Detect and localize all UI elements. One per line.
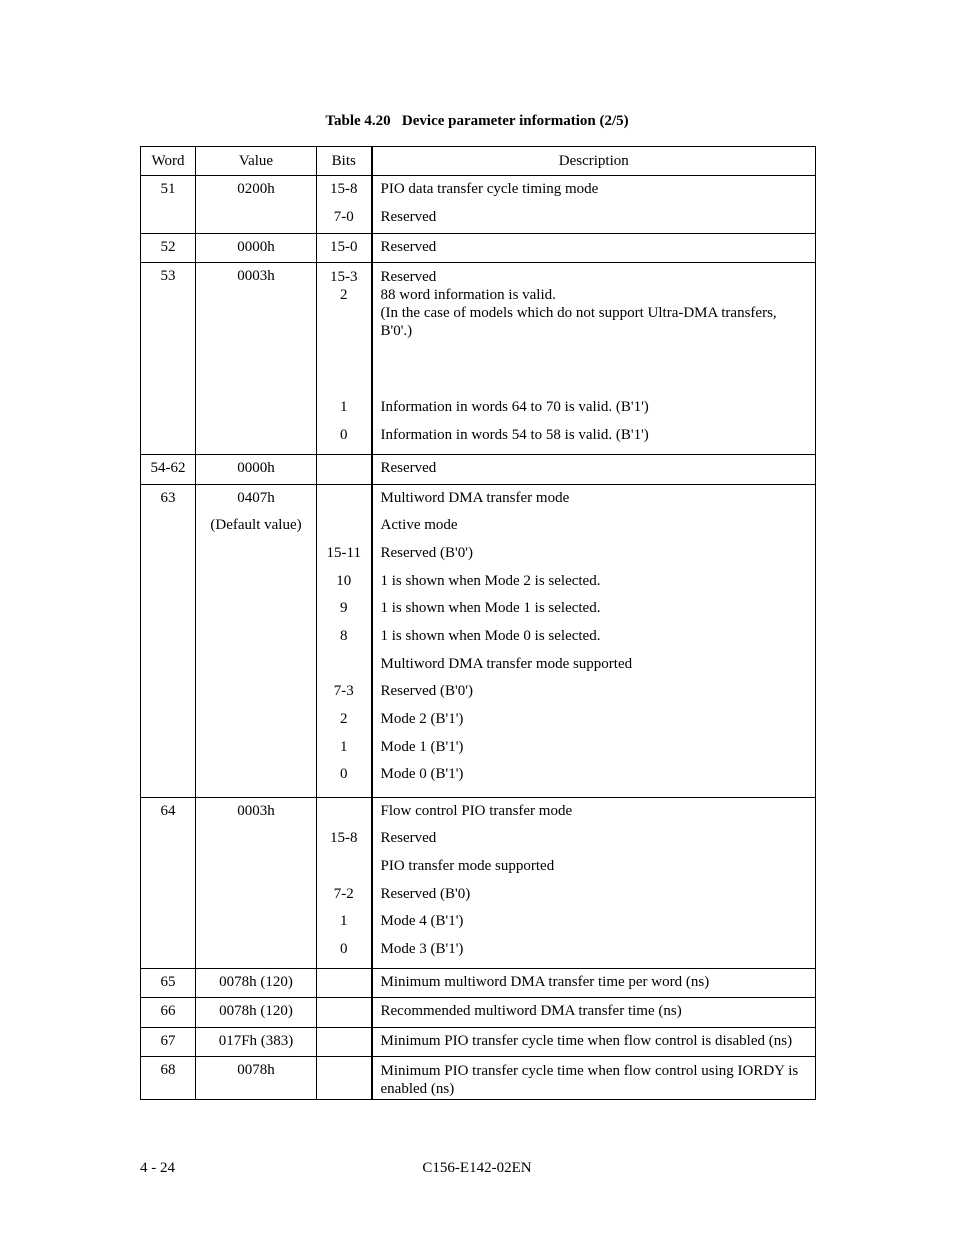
description-line: Reserved <box>380 238 437 255</box>
word-cell <box>141 1027 196 1056</box>
bits-value: 0 <box>340 426 348 443</box>
table-row <box>141 484 816 797</box>
parameter-value: 0078h (120) <box>219 1003 293 1020</box>
table-row <box>141 998 816 1027</box>
word-value: 54-62 <box>150 460 186 477</box>
description-cell <box>372 998 816 1027</box>
bits-value: 15-8 <box>330 181 358 197</box>
word-value: 65 <box>160 973 176 990</box>
description-cell <box>372 233 816 262</box>
header-value: Value <box>196 147 317 176</box>
bits-cell <box>317 998 372 1027</box>
bits-value <box>317 853 371 881</box>
description-cell <box>372 455 816 484</box>
description-line: Reserved (B'0') <box>380 544 473 561</box>
bits-cell <box>317 1027 372 1056</box>
word-value: 66 <box>160 1003 176 1020</box>
word-cell <box>141 484 196 797</box>
bits-cell <box>317 176 372 234</box>
parameter-value: 0000h <box>237 238 275 255</box>
bits-value: 0 <box>340 766 348 783</box>
value-cell <box>196 1056 317 1099</box>
word-cell <box>141 263 196 455</box>
description-cell <box>372 968 816 997</box>
value-cell <box>196 233 317 262</box>
value-cell <box>196 455 317 484</box>
bits-cell <box>317 263 372 455</box>
header-description: Description <box>372 147 816 176</box>
bits-value: 7-0 <box>333 208 354 225</box>
description-line: Reserved <box>380 460 437 477</box>
word-cell <box>141 455 196 484</box>
description-cell <box>372 797 816 968</box>
table-row <box>141 1027 816 1056</box>
bits-cell <box>317 968 372 997</box>
bits-value <box>317 798 371 826</box>
description-line: PIO data transfer cycle timing mode <box>380 181 599 197</box>
bits-value: 2 <box>340 711 348 727</box>
description-line: Reserved <box>380 208 437 225</box>
bits-value: 1 <box>340 738 348 755</box>
description-line: Reserved (B'0) <box>380 885 471 902</box>
description-cell <box>372 1027 816 1056</box>
description-cell <box>372 1056 816 1099</box>
table-row <box>141 233 816 262</box>
value-note: (Default value) <box>210 517 302 534</box>
parameter-value: 0078h (120) <box>219 973 293 990</box>
parameter-value: 0003h <box>237 802 275 819</box>
description-line: Mode 1 (B'1') <box>380 738 464 755</box>
parameter-value: 0078h <box>237 1061 275 1078</box>
bits-value: 7-2 <box>333 885 354 902</box>
bits-value: 1 <box>340 399 348 416</box>
parameter-value: 017Fh (383) <box>218 1032 294 1049</box>
description-line: Reserved (B'0') <box>380 683 473 700</box>
description-line: 1 is shown when Mode 1 is selected. <box>380 600 601 617</box>
bits-block: 15-3 2 <box>330 269 358 304</box>
value-cell <box>196 263 317 455</box>
word-value: 67 <box>160 1032 176 1049</box>
description-line: Recommended multiword DMA transfer time (ns) <box>380 1003 682 1020</box>
bits-value <box>317 485 371 513</box>
bits-value <box>317 998 371 1026</box>
bits-cell <box>317 1056 372 1099</box>
bits-value <box>317 512 371 540</box>
description-line: Minimum multiword DMA transfer time per word (ns) <box>380 973 710 990</box>
word-cell <box>141 176 196 234</box>
description-line: Mode 3 (B'1') <box>380 940 464 957</box>
bits-value: 15-8 <box>330 830 358 847</box>
bits-cell <box>317 484 372 797</box>
word-cell <box>141 233 196 262</box>
parameter-value: 0003h <box>237 268 275 285</box>
device-parameter-table <box>140 146 816 1100</box>
document-id: C156-E142-02EN <box>422 1160 532 1176</box>
word-value: 53 <box>160 268 176 285</box>
bits-value: 7-3 <box>333 683 354 700</box>
description-line: PIO transfer mode supported <box>380 857 555 874</box>
page-number: 4 - 24 <box>140 1160 175 1176</box>
table-title: Table 4.20 Device parameter information (2/5) <box>325 113 629 129</box>
value-cell <box>196 484 317 797</box>
bits-value <box>317 1028 371 1056</box>
bits-value: 15-0 <box>330 238 358 255</box>
value-cell <box>196 797 317 968</box>
description-line: Flow control PIO transfer mode <box>380 802 573 819</box>
word-value: 64 <box>160 802 176 819</box>
bits-cell <box>317 233 372 262</box>
value-cell <box>196 968 317 997</box>
bits-value <box>317 969 371 997</box>
table-row <box>141 1056 816 1099</box>
word-cell <box>141 797 196 968</box>
description-line: 1 is shown when Mode 2 is selected. <box>380 572 601 589</box>
description-cell <box>372 263 816 455</box>
word-value: 51 <box>160 181 176 197</box>
header-word: Word <box>141 147 196 176</box>
parameter-value: 0000h <box>237 460 275 477</box>
description-line: Mode 4 (B'1') <box>380 913 464 930</box>
bits-cell <box>317 797 372 968</box>
table-header-row <box>141 147 816 176</box>
bits-value: 1 <box>340 913 348 930</box>
table-row <box>141 176 816 234</box>
word-cell <box>141 1056 196 1099</box>
word-value: 52 <box>160 238 176 255</box>
parameter-value: 0200h <box>237 181 275 197</box>
description-block: Reserved 88 word information is valid. (In the case of models which do not support Ultra-DMA transfers, B'0'.) <box>380 269 777 340</box>
parameter-value: 0407h <box>237 489 275 506</box>
table-row <box>141 797 816 968</box>
table-row <box>141 263 816 455</box>
description-block: Minimum PIO transfer cycle time when flow control using IORDY is enabled (ns) <box>380 1062 799 1097</box>
description-cell <box>372 484 816 797</box>
description-line: Active mode <box>380 517 458 534</box>
description-line: Information in words 64 to 70 is valid. (B'1') <box>380 399 649 416</box>
header-bits: Bits <box>317 147 372 176</box>
word-cell <box>141 968 196 997</box>
description-line: Reserved <box>380 830 437 847</box>
bits-value: 8 <box>340 627 348 644</box>
table-row <box>141 968 816 997</box>
word-cell <box>141 998 196 1027</box>
word-value: 63 <box>160 489 176 506</box>
description-line: Mode 2 (B'1') <box>380 711 464 727</box>
bits-value: 0 <box>340 940 348 957</box>
description-line: Multiword DMA transfer mode <box>380 489 570 506</box>
value-cell <box>196 1027 317 1056</box>
bits-value: 15-11 <box>326 544 361 561</box>
value-cell <box>196 998 317 1027</box>
table-row <box>141 455 816 484</box>
description-line: Mode 0 (B'1') <box>380 766 464 783</box>
bits-value <box>317 455 371 483</box>
value-cell <box>196 176 317 234</box>
bits-value: 10 <box>336 572 352 589</box>
bits-value <box>317 651 371 679</box>
word-value: 68 <box>160 1061 176 1078</box>
bits-cell <box>317 455 372 484</box>
description-line: Multiword DMA transfer mode supported <box>380 655 633 672</box>
description-line: Minimum PIO transfer cycle time when flow control is disabled (ns) <box>380 1032 793 1049</box>
bits-value: 9 <box>340 600 348 617</box>
description-line: Information in words 54 to 58 is valid. (B'1') <box>380 426 649 443</box>
description-cell <box>372 176 816 234</box>
description-line: 1 is shown when Mode 0 is selected. <box>380 627 601 644</box>
